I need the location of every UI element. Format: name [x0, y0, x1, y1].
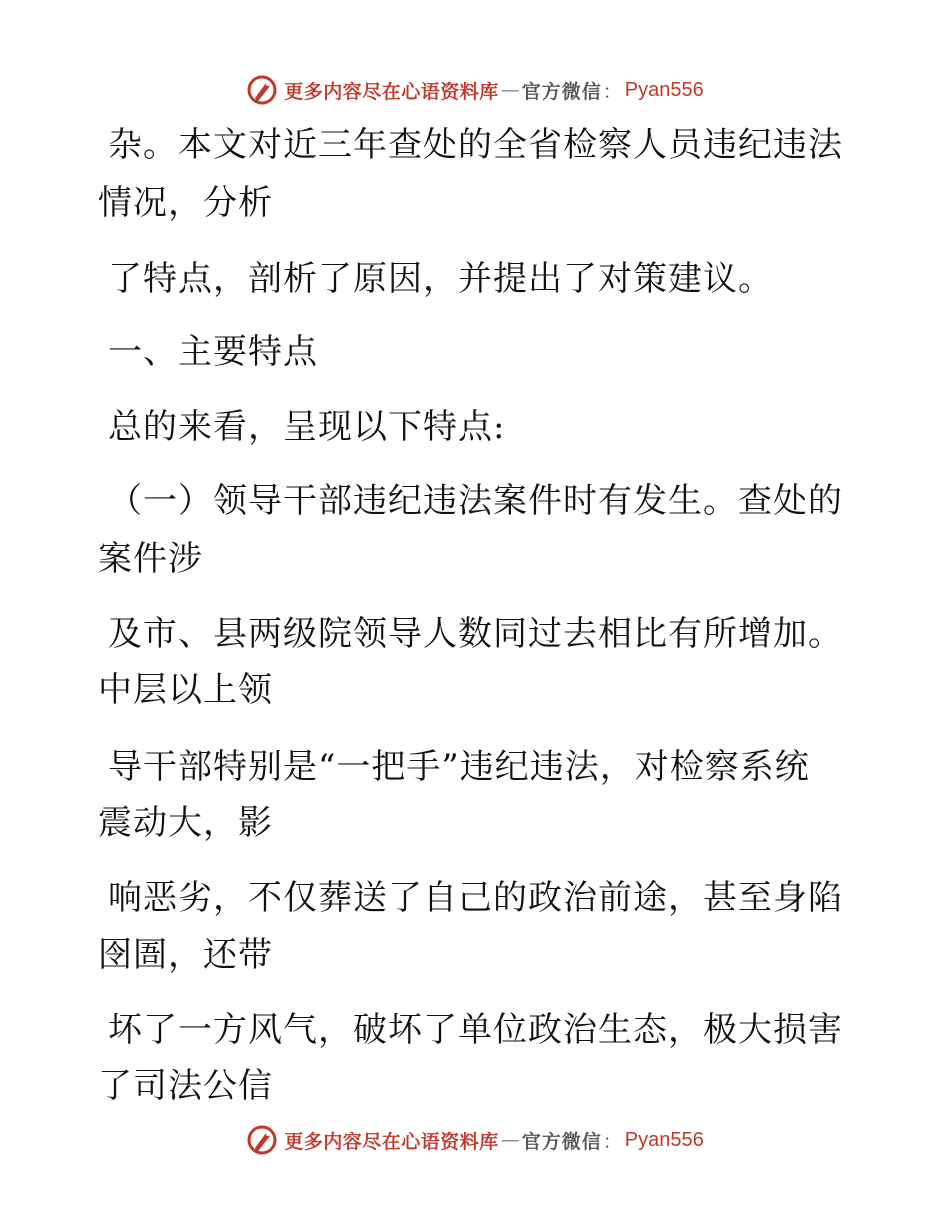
section-heading: 一、主要特点 — [108, 332, 318, 372]
header-banner — [0, 70, 950, 110]
body-line: 案件涉 — [98, 539, 203, 579]
body-line: 杂。本文对近三年查处的全省检察人员违纪违法 — [108, 125, 843, 165]
banner-wechat-label: 官方微信 — [521, 80, 602, 103]
body-line: 了特点，剖析了原因，并提出了对策建议。 — [108, 259, 773, 299]
footer-banner — [0, 1120, 950, 1160]
body-line: 导干部特别是“一把手”违纪违法，对检察系统 — [108, 747, 810, 787]
body-line: 坏了一方风气，破坏了单位政治生态，极大损害 — [108, 1010, 843, 1050]
subsection-heading: （一）领导干部违纪违法案件时有发生。查处的 — [108, 481, 843, 521]
banner-account: Pyan556 — [624, 1128, 704, 1151]
body-line: 总的来看，呈现以下特点: — [108, 407, 506, 447]
body-line: 震动大，影 — [98, 803, 273, 843]
quill-logo-icon — [246, 74, 278, 106]
body-line: 响恶劣，不仅葬送了自己的政治前途，甚至身陷 — [108, 878, 843, 918]
banner-account: Pyan556 — [624, 78, 704, 101]
banner-dash: — — [500, 1129, 520, 1151]
banner-colon: ： — [602, 80, 622, 103]
banner-wechat-label: 官方微信 — [521, 1130, 602, 1153]
quill-logo-icon — [246, 1124, 278, 1156]
body-line: 情况，分析 — [98, 183, 273, 223]
body-line: 及市、县两级院领导人数同过去相比有所增加。 — [108, 614, 843, 654]
banner-dash: — — [500, 79, 520, 101]
body-line: 中层以上领 — [98, 670, 273, 710]
body-line: 了司法公信 — [98, 1066, 273, 1106]
banner-slogan: 更多内容尽在心语资料库 — [284, 1130, 499, 1153]
banner-colon: ： — [602, 1130, 622, 1153]
banner-slogan: 更多内容尽在心语资料库 — [284, 80, 499, 103]
body-line: 囹圄，还带 — [98, 935, 273, 975]
